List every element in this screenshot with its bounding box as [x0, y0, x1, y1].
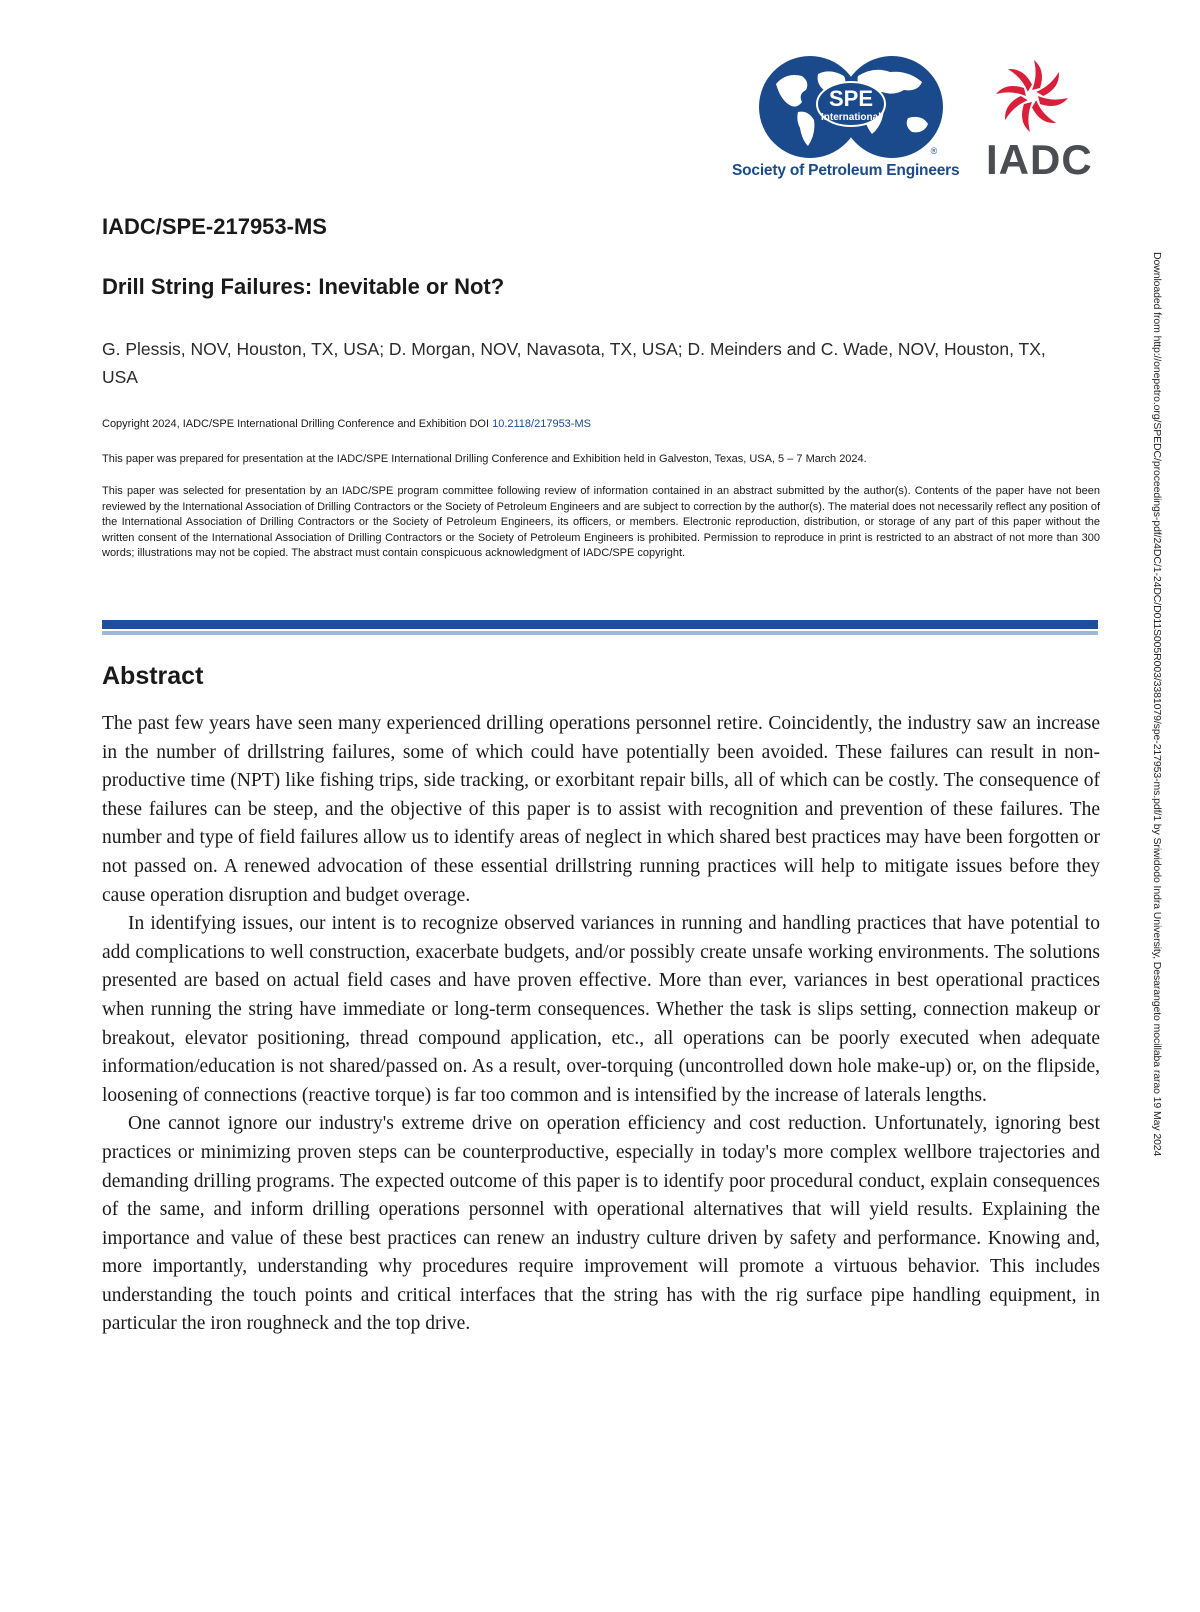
iadc-pinwheel-icon: [992, 56, 1072, 136]
abstract-paragraph: In identifying issues, our intent is to recognize observed variances in running and handling practices that have potential to add complications to well construction, exacerbate budgets, and/or possibly create unsafe working environments. The solutions presented are based on actual field cases and have proven effective. More than ever, variances in best operational practices when running the string have immediate or long-term consequences. Whether the task is slips setting, connection makeup or breakout, elevator positioning, thread compound application, etc., all operations can be poorly executed when adequate information/education is not shared/passed on. As a result, over-torquing (uncontrolled down hole make-up) or, on the flipside, loosening of connections (reactive torque) is far too common and is intensified by the increase of laterals lengths.: [102, 913, 1100, 1106]
iadc-logo: [982, 56, 1094, 188]
spe-globe-icon: [758, 54, 944, 160]
logo-area: [720, 52, 1100, 192]
abstract-body: [102, 710, 1100, 1339]
doi-link[interactable]: 10.2118/217953-MS: [492, 418, 591, 430]
copyright-line: [102, 417, 1100, 433]
spe-name: SPE: [828, 86, 874, 111]
prepared-statement: This paper was prepared for presentation at the IADC/SPE International Drilling Conference and Exhibition held in Galveston, Texas, USA, 5 – 7 March 2024.: [102, 453, 867, 465]
download-watermark: Downloaded from http://onepetro.org/SPEDC/proceedings-pdf/24DC/1-24DC/D011S005R003/3381079/spe-217953-ms.pdf/1 by Sriwidodo Indra University, Desarangeto mocillaba rarao 19 May 2024: [1151, 252, 1163, 1157]
disclaimer: This paper was selected for presentation by an IADC/SPE program committee following review of information contained in an abstract submitted by the author(s). Contents of the paper have not been reviewed by the International Association of Drilling Contractors or the Society of Petroleum Engineers and are subject to correction by the author(s). The material does not necessarily reflect any position of the International Association of Drilling Contractors or the Society of Petroleum Engineers, its officers, or members. Electronic reproduction, distribution, or storage of any part of this paper without the written consent of the International Association of Drilling Contractors or the Society of Petroleum Engineers is prohibited. Permission to reproduce in print is restricted to an abstract of not more than 300 words; illustrations may not be copied. The abstract must contain conspicuous acknowledgment of IADC/SPE copyright.: [102, 485, 1100, 559]
spe-subname: International: [820, 112, 882, 123]
spe-caption: Society of Petroleum Engineers: [732, 162, 960, 179]
registered-mark: ®: [930, 146, 938, 156]
abstract-paragraph: The past few years have seen many experienced drilling operations personnel retire. Coincidently, the industry saw an increase in the number of drillstring failures, some of which could have potentially been avoided. These failures can result in non-productive time (NPT) like fishing trips, side tracking, or exorbitant repair bills, all of which can be costly. The consequence of these failures can be steep, and the objective of this paper is to assist with recognition and prevention of these failures. The number and type of field failures allow us to identify areas of neglect in which shared best practices may have been forgotten or not passed on. A renewed advocation of these essential drillstring running practices will help to mitigate issues before they cause operation disruption and budget overage.: [102, 713, 1100, 906]
iadc-wordmark: IADC: [986, 136, 1093, 183]
abstract-heading: Abstract: [102, 662, 204, 690]
paper-title: Drill String Failures: Inevitable or Not?: [102, 274, 505, 299]
authors: G. Plessis, NOV, Houston, TX, USA; D. Morgan, NOV, Navasota, TX, USA; D. Meinders and C. Wade, NOV, Houston, TX, USA: [102, 339, 1046, 387]
copyright-text: Copyright 2024, IADC/SPE International Drilling Conference and Exhibition DOI: [102, 418, 493, 430]
spe-logo: [720, 52, 970, 187]
abstract-paragraph: One cannot ignore our industry's extreme drive on operation efficiency and cost reduction. Unfortunately, ignoring best practices or minimizing proven steps can be counterproductive, especially in today's more complex wellbore trajectories and demanding drilling programs. The expected outcome of this paper is to identify poor procedural conduct, explain consequences of the same, and inform drilling operations personnel with operational alternatives that will yield results. Explaining the importance and value of these best practices can renew an industry culture driven by safety and performance. Knowing and, more importantly, understanding why procedures require improvement will promote a virtuous behavior. This includes understanding the touch points and critical interfaces that the string has with the rig surface pipe handling equipment, in particular the iron roughneck and the top drive.: [102, 1113, 1100, 1335]
paper-number: IADC/SPE-217953-MS: [102, 214, 327, 239]
section-divider: [102, 620, 1098, 635]
